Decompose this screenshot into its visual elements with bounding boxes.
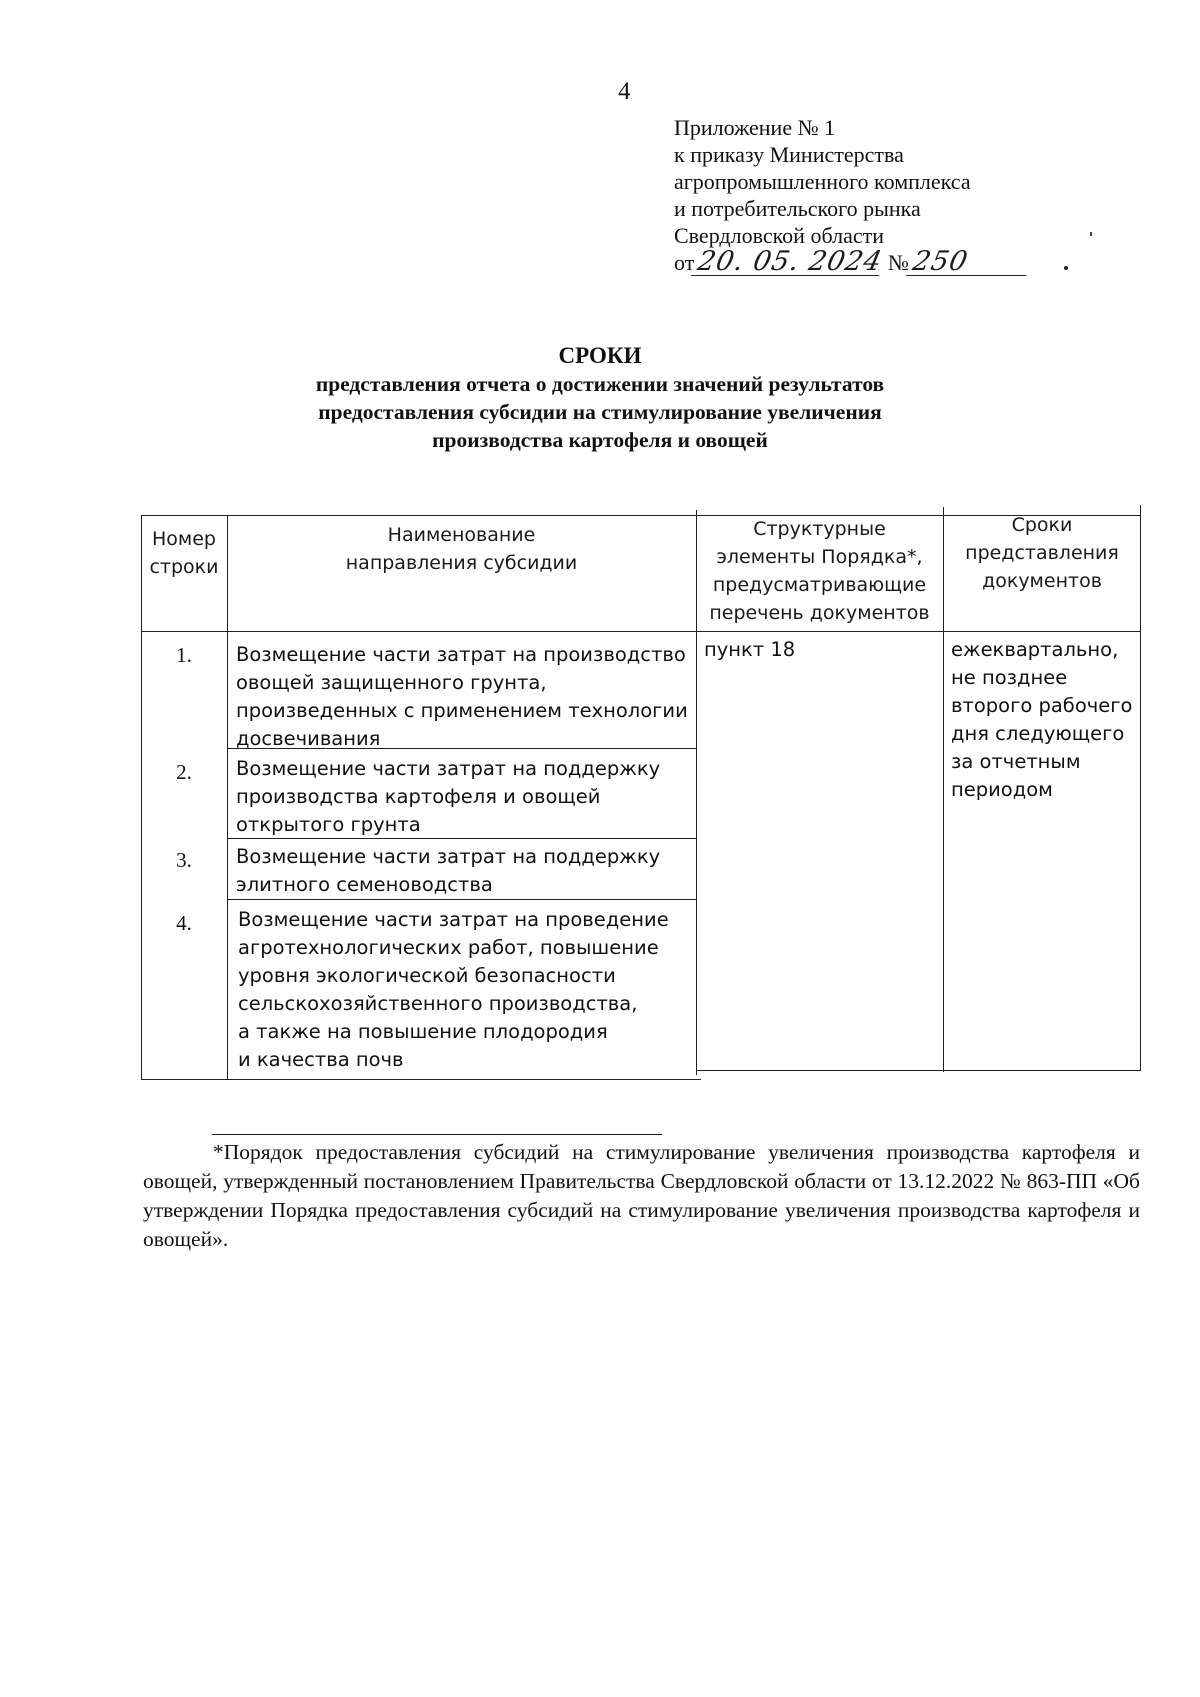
row-name-line: сельскохозяйственного производства, [238, 992, 638, 1015]
page-number: 4 [618, 78, 631, 105]
ink-dot [1064, 266, 1068, 270]
terms-value [951, 636, 1139, 804]
header-text: Структурные [753, 518, 886, 540]
row-name [238, 906, 696, 1074]
footnote-line: картофеля и овощей, утвержденный постановлением Правительства Свердловской области [143, 1140, 1141, 1193]
header-text: элементы Порядка*, [716, 546, 923, 568]
appendix-block [674, 114, 1029, 276]
appendix-line: Приложение № 1 [674, 115, 836, 140]
row-name-line: элитного семеноводства [236, 873, 493, 896]
header-text: Сроки [1011, 514, 1073, 536]
appendix-line: Свердловской области [674, 223, 884, 248]
terms-line: второго рабочего [951, 694, 1133, 717]
header-text: представления [965, 542, 1119, 564]
header-text: строки [149, 556, 219, 578]
column-divider [227, 515, 228, 1080]
row-name [236, 843, 696, 899]
row-name-line: и качества почв [238, 1048, 404, 1071]
row-name-line: а также на повышение плодородия [238, 1020, 608, 1043]
table-border-bottom [141, 1079, 701, 1080]
row-name-line: уровня экологической безопасности [238, 964, 616, 987]
header-text: документов [982, 570, 1102, 592]
appendix-line: агропромышленного комплекса [674, 169, 971, 194]
row-number: 1. [176, 643, 192, 667]
table-border-bottom-right [696, 1070, 1141, 1071]
title-main: СРОКИ [558, 343, 642, 368]
table-border-left [141, 515, 142, 1080]
title-subtitle-line: производства картофеля и овощей [432, 428, 768, 452]
footnote-separator [212, 1134, 662, 1135]
row-name-line: досвечивания [236, 727, 381, 750]
number-prefix: № [887, 250, 909, 275]
row-name-line: овощей защищенного грунта, [236, 671, 547, 694]
header-text: предусматривающие [712, 574, 927, 596]
header-terms [943, 511, 1141, 595]
terms-line: не позднее [951, 666, 1068, 689]
header-text: направления субсидии [345, 552, 578, 574]
row-name-line: агротехнологических работ, повышение [238, 936, 659, 959]
row-divider [227, 899, 697, 900]
terms-line: периодом [951, 778, 1053, 801]
header-text: Наименование [387, 524, 536, 546]
terms-line: за отчетным [951, 750, 1081, 773]
terms-line: дня следующего [951, 722, 1125, 745]
row-name-line: Возмещение части затрат на поддержку [236, 845, 661, 868]
title-subtitle-line: предоставления субсидии на стимулирование увеличения [318, 400, 882, 424]
header-text: перечень документов [709, 602, 930, 624]
deadlines-table [141, 505, 1141, 1080]
row-name-line: произведенных с применением технологии [236, 699, 688, 722]
handwritten-date: 20. 05. 2024 [691, 249, 885, 276]
footnote-line: *Порядок предоставления субсидий на стимулирование увеличения производства [213, 1140, 1010, 1164]
row-number: 2. [176, 760, 192, 784]
date-prefix: от [674, 250, 695, 275]
document-title [0, 342, 1200, 454]
row-name-line: Возмещение части затрат на проведение [238, 908, 669, 931]
row-name-line: производства картофеля и овощей [236, 785, 601, 808]
row-name-line: Возмещение части затрат на поддержку [236, 757, 661, 780]
terms-line: ежеквартально, [951, 638, 1119, 661]
footnote-line: от 13.12.2022 № 863-ПП «Об утверждении Порядка предоставления субсидий [143, 1169, 1140, 1222]
order-date-number-line [674, 246, 1029, 277]
row-number: 4. [176, 911, 192, 935]
appendix-line: и потребительского рынка [674, 196, 921, 221]
header-number [141, 525, 227, 581]
header-elements [696, 515, 943, 627]
ink-tick [1090, 232, 1092, 236]
structural-elements-value: пункт 18 [704, 638, 796, 661]
row-name [236, 755, 696, 839]
row-number: 3. [176, 848, 192, 872]
appendix-line: к приказу Министерства [674, 142, 904, 167]
header-text: Номер [152, 528, 216, 550]
footnote [143, 1138, 1140, 1254]
title-subtitle-line: представления отчета о достижении значений результатов [315, 372, 885, 396]
row-name-line: Возмещение части затрат на производство [236, 643, 686, 666]
handwritten-number: 250 [906, 249, 1032, 276]
footnote-line: на стимулирование увеличения производства картофеля и овощей». [143, 1198, 1140, 1251]
header-divider [141, 631, 1141, 632]
row-name-line: открытого грунта [236, 813, 421, 836]
row-name [236, 641, 696, 753]
header-name [227, 521, 696, 577]
